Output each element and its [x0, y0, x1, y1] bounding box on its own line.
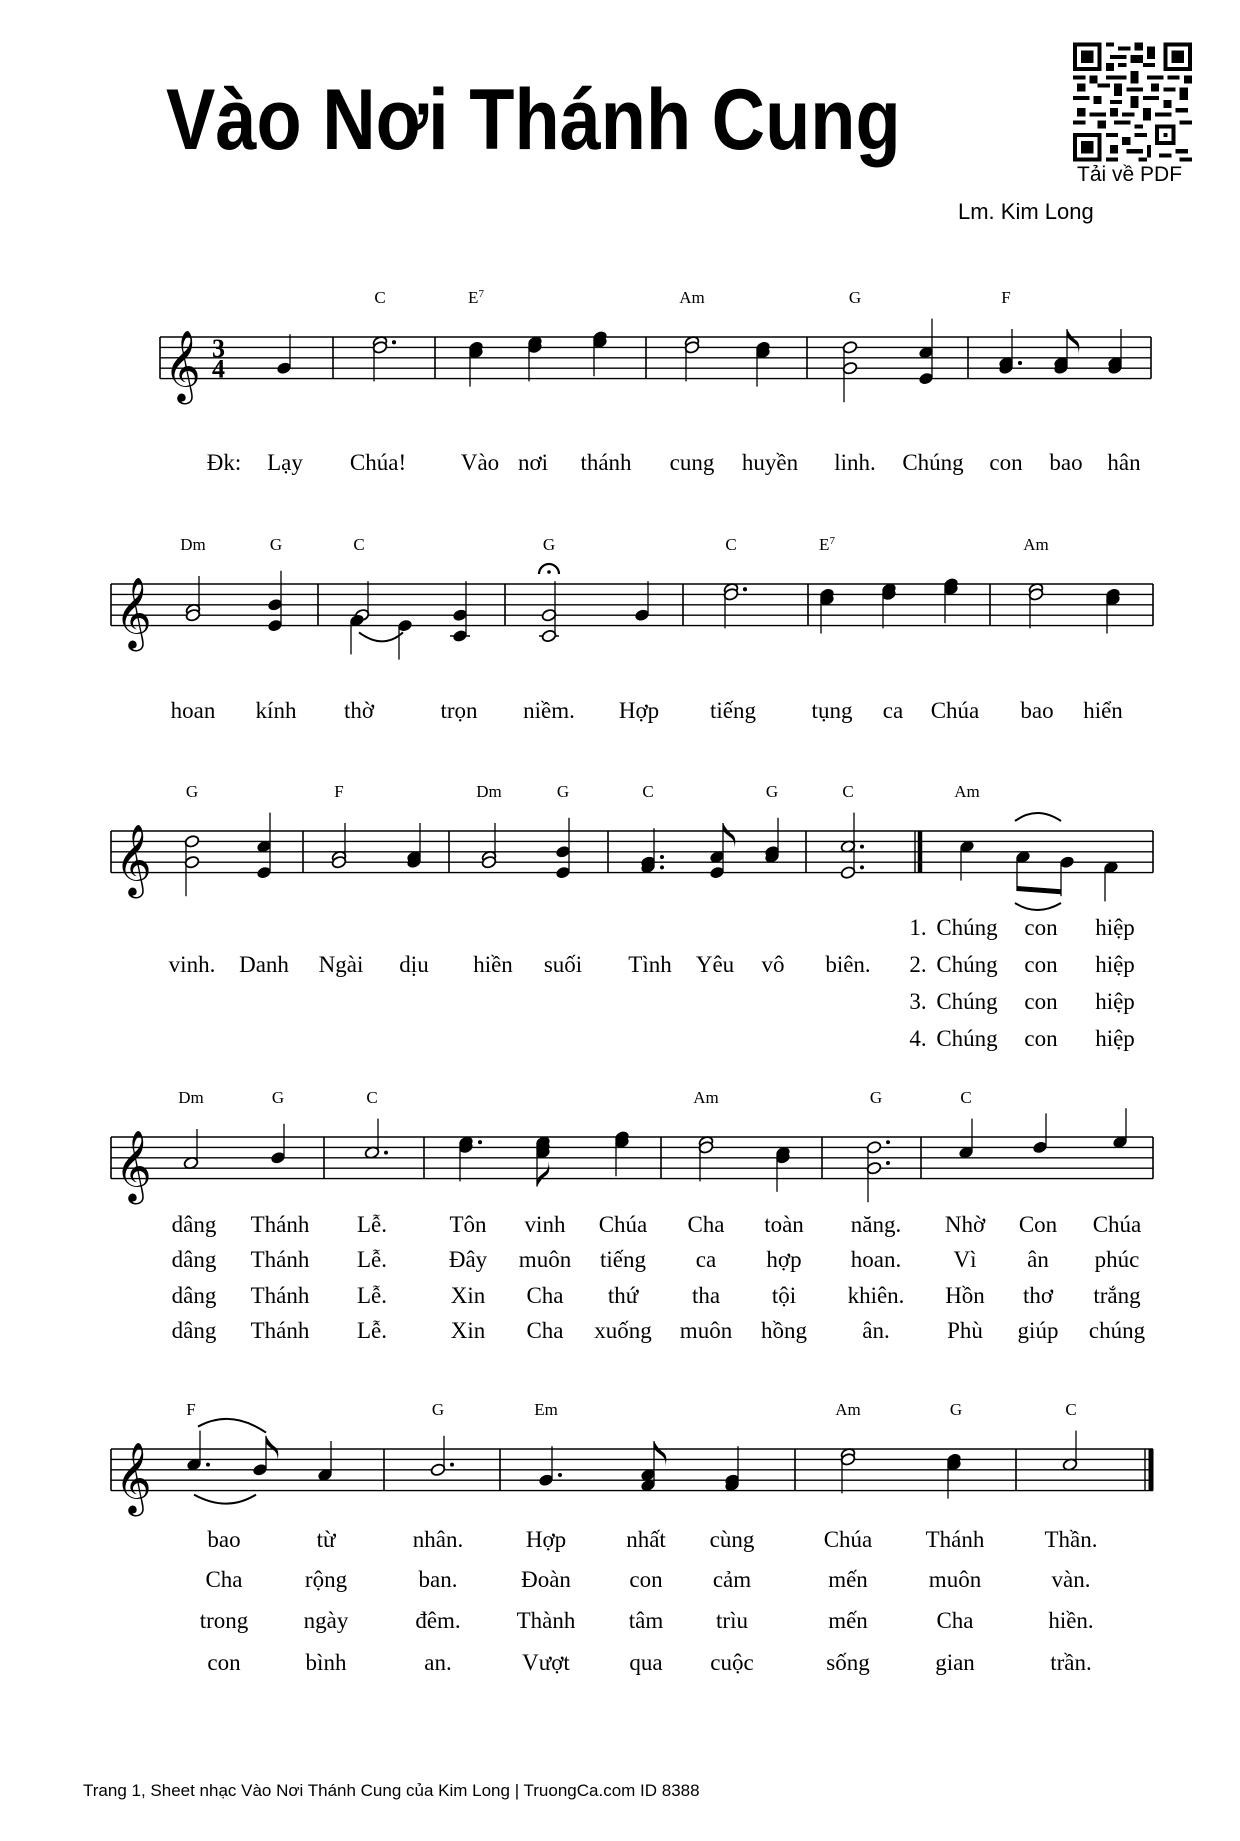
song-title: Vào Nơi Thánh Cung — [166, 72, 901, 168]
note — [270, 1124, 286, 1165]
chord-symbol: G — [556, 782, 570, 801]
lyric-word: Thánh — [250, 1212, 310, 1237]
lyric-word: an. — [424, 1650, 452, 1675]
lyric-word: muôn — [518, 1247, 572, 1272]
note — [276, 334, 292, 375]
lyric-word: Hồn — [945, 1283, 985, 1308]
note — [1107, 329, 1123, 375]
lyric-word: hiệp — [1095, 1026, 1135, 1051]
lyric-word: dâng — [171, 1212, 217, 1237]
lyric-word: Vì — [953, 1247, 977, 1272]
chord-symbol: G — [848, 288, 862, 307]
lyric-word: Chúa — [598, 1212, 648, 1237]
lyric-word: Yêu — [695, 952, 735, 977]
note — [539, 564, 559, 643]
lyric-word: 3. — [909, 989, 927, 1014]
lyric-word: 4. — [909, 1026, 927, 1051]
lyric-word: Xin — [450, 1283, 486, 1308]
lyric-word: dâng — [171, 1283, 217, 1308]
lyric-word: hiển — [1083, 698, 1123, 723]
lyric-word: tiếng — [600, 1247, 646, 1272]
lyric-word: dâng — [171, 1247, 217, 1272]
chord-symbol: Dm — [178, 1088, 204, 1107]
note — [943, 577, 959, 623]
lyric-word: mến — [828, 1567, 868, 1592]
lyric-word: cùng — [709, 1527, 755, 1552]
lyric-word: bao — [1020, 698, 1054, 723]
lyric-word: vinh — [524, 1212, 566, 1237]
page-footer: Trang 1, Sheet nhạc Vào Nơi Thánh Cung của Kim Long | TruongCa.com ID 8388 — [83, 1781, 700, 1800]
lyric-word: ca — [882, 698, 904, 723]
lyric-word: nhân. — [412, 1527, 464, 1552]
lyric-word: thánh — [580, 450, 632, 475]
chord-symbol: $E^7$ — [819, 535, 835, 554]
lyric-word: thờ — [343, 698, 375, 723]
lyric-word: Thần. — [1044, 1527, 1098, 1552]
lyric-word: Chúa — [823, 1527, 873, 1552]
lyric-word: hiệp — [1095, 952, 1135, 977]
lyric-word: Đây — [448, 1247, 488, 1272]
composer: Lm. Kim Long — [958, 199, 1094, 224]
treble-clef-icon: 𝄞 — [115, 1440, 152, 1514]
chord-symbol: C — [725, 535, 737, 554]
note — [958, 1119, 974, 1160]
lyric-word: Cha — [687, 1212, 725, 1237]
lyric-word: Cha — [526, 1318, 564, 1343]
lyric-word: thứ — [607, 1283, 639, 1308]
lyric-word: muôn — [928, 1567, 982, 1592]
lyric-word: năng. — [850, 1212, 902, 1237]
lyric-word: Thánh — [250, 1247, 310, 1272]
lyric-word: Phù — [947, 1318, 983, 1343]
lyric-word: Cha — [526, 1283, 564, 1308]
lyric-word: ân. — [862, 1318, 890, 1343]
note — [842, 340, 858, 402]
lyric-word: muôn — [679, 1318, 733, 1343]
lyric-word: suối — [543, 952, 583, 977]
lyric-word: Vượt — [522, 1650, 570, 1675]
lyric-word: giúp — [1017, 1318, 1059, 1343]
note — [1059, 855, 1075, 896]
lyric-word: hồng — [761, 1318, 807, 1343]
chord-symbol: C — [374, 288, 386, 307]
lyric-word: hiền — [473, 952, 513, 977]
note — [450, 581, 470, 643]
note — [1103, 860, 1119, 901]
lyric-word: ban. — [418, 1567, 458, 1592]
lyric-word: Vào — [460, 450, 500, 475]
lyric-word: Xin — [450, 1318, 486, 1343]
lyric-word: Lễ. — [356, 1318, 388, 1343]
lyric-word: Hợp — [525, 1527, 567, 1552]
lyric-word: bao — [207, 1527, 241, 1552]
treble-clef-icon: 𝄞 — [115, 575, 152, 649]
note — [840, 813, 864, 880]
lyric-word: 1. — [909, 915, 927, 940]
note — [183, 1129, 199, 1170]
lyric-word: đêm. — [415, 1608, 461, 1633]
lyric-word: bao — [1049, 450, 1083, 475]
lyric-word: Hợp — [618, 698, 660, 723]
lyric-word: trần. — [1050, 1650, 1092, 1675]
lyric-word: con — [1024, 989, 1058, 1014]
chord-symbol: G — [542, 535, 556, 554]
note — [317, 1441, 333, 1482]
note — [1112, 1108, 1128, 1149]
note — [959, 840, 975, 881]
note — [256, 813, 272, 880]
staff-system — [111, 1129, 1153, 1205]
chord-symbol: G — [185, 782, 199, 801]
lyric-word: nhất — [626, 1527, 666, 1552]
lyric-word: thơ — [1022, 1283, 1054, 1308]
lyric-word: Đk: — [206, 450, 242, 475]
lyric-word: dịu — [399, 952, 429, 977]
lyric-word: xuống — [594, 1318, 652, 1343]
time-signature: 3 — [212, 333, 225, 363]
note — [364, 1119, 388, 1160]
lyric-word: Lễ. — [356, 1247, 388, 1272]
chord-symbol: C — [353, 535, 365, 554]
lyric-word: hiệp — [1095, 915, 1135, 940]
lyric-word: gian — [935, 1650, 975, 1675]
lyric-word: trong — [199, 1608, 249, 1633]
lyric-word: Lễ. — [356, 1212, 388, 1237]
lyric-word: Chúa — [1092, 1212, 1142, 1237]
chord-symbol: Am — [835, 1400, 861, 1419]
lyric-word: hân — [1107, 450, 1141, 475]
lyric-word: Ngài — [318, 952, 364, 977]
chord-symbol: G — [431, 1400, 445, 1419]
lyric-word: con — [1024, 1026, 1058, 1051]
lyric-word: cuộc — [710, 1650, 754, 1675]
staff-system — [111, 823, 1153, 899]
chord-symbol: Am — [693, 1088, 719, 1107]
chord-symbol: $E^7$ — [468, 288, 484, 307]
lyric-word: ca — [695, 1247, 717, 1272]
lyric-word: hiệp — [1095, 989, 1135, 1014]
note — [184, 834, 200, 896]
note — [555, 818, 571, 880]
note — [397, 619, 413, 660]
chord-symbol: Am — [1023, 535, 1049, 554]
treble-clef-icon: 𝄞 — [115, 1128, 152, 1202]
lyric-word: bình — [305, 1650, 347, 1675]
lyric-word: tiếng — [710, 698, 756, 723]
chord-symbol: F — [334, 782, 344, 801]
chord-symbol: C — [642, 782, 654, 801]
lyric-word: hoan. — [850, 1247, 902, 1272]
lyric-word: sống — [826, 1650, 870, 1675]
lyric-word: con — [1024, 915, 1058, 940]
svg-text:4: 4 — [212, 354, 225, 384]
note — [614, 1130, 630, 1176]
chord-symbol: C — [842, 782, 854, 801]
lyric-word: tha — [691, 1283, 721, 1308]
lyric-word: Lễ. — [356, 1283, 388, 1308]
lyric-word: niềm. — [523, 698, 575, 723]
chord-symbol: G — [271, 1088, 285, 1107]
lyric-word: Đoàn — [521, 1567, 571, 1592]
staff-system — [111, 576, 1153, 652]
lyric-word: nơi — [517, 450, 549, 475]
lyric-word: Thành — [516, 1608, 576, 1633]
lyric-word: Tôn — [449, 1212, 487, 1237]
note — [918, 319, 934, 386]
chord-symbol: Am — [679, 288, 705, 307]
lyric-word: linh. — [834, 450, 876, 475]
lyric-word: Chúng — [902, 450, 964, 475]
lyric-word: kính — [255, 698, 297, 723]
lyric-word: Thánh — [250, 1283, 310, 1308]
chord-symbol: Em — [534, 1400, 558, 1419]
lyric-word: qua — [629, 1650, 663, 1675]
lyric-word: ân — [1027, 1247, 1049, 1272]
lyric-word: tâm — [628, 1608, 664, 1633]
lyric-word: cảm — [712, 1567, 752, 1592]
note — [406, 823, 422, 869]
lyric-word: cung — [669, 450, 715, 475]
lyric-word: biên. — [825, 952, 871, 977]
note — [946, 1452, 962, 1498]
note — [755, 340, 771, 386]
lyric-word: khiên. — [847, 1283, 905, 1308]
note — [592, 330, 608, 376]
lyric-word: trọn — [440, 698, 478, 723]
lyric-word: hợp — [766, 1247, 802, 1272]
lyric-word: tội — [771, 1283, 797, 1308]
treble-clef-icon: 𝄞 — [164, 328, 201, 402]
lyric-word: con — [1024, 952, 1058, 977]
lyric-word: vinh. — [168, 952, 216, 977]
lyric-word: hoan — [170, 698, 216, 723]
lyric-word: Tình — [628, 952, 672, 977]
lyric-word: Cha — [205, 1567, 243, 1592]
lyric-word: rộng — [304, 1567, 348, 1592]
lyric-word: toàn — [764, 1212, 804, 1237]
lyric-word: mến — [828, 1608, 868, 1633]
chord-symbol: C — [1065, 1400, 1077, 1419]
lyric-word: Nhờ — [944, 1212, 986, 1237]
note — [185, 576, 201, 622]
chord-symbol: G — [869, 1088, 883, 1107]
chord-symbol: F — [186, 1400, 196, 1419]
note — [481, 823, 497, 869]
lyric-word: vàn. — [1051, 1567, 1091, 1592]
lyric-word: trắng — [1093, 1283, 1141, 1308]
lyric-word: huyền — [741, 450, 799, 475]
chord-symbol: C — [366, 1088, 378, 1107]
lyric-word: tụng — [811, 698, 853, 723]
lyric-word: Danh — [239, 952, 289, 977]
note — [634, 581, 650, 622]
chord-symbol: G — [269, 535, 283, 554]
note — [1062, 1431, 1078, 1472]
note — [331, 823, 347, 869]
lyric-word: dâng — [171, 1318, 217, 1343]
lyric-word: trìu — [716, 1608, 748, 1633]
lyric-word: con — [989, 450, 1023, 475]
treble-clef-icon: 𝄞 — [115, 822, 152, 896]
note — [866, 1140, 890, 1202]
lyric-word: phúc — [1094, 1247, 1140, 1272]
lyric-word: Chúng — [936, 989, 998, 1014]
chord-symbol: Am — [954, 782, 980, 801]
lyric-word: vô — [761, 952, 785, 977]
lyric-word: Cha — [936, 1608, 974, 1633]
lyric-word: ngày — [303, 1608, 349, 1633]
note — [1032, 1113, 1048, 1154]
lyric-word: Chúng — [936, 1026, 998, 1051]
lyric-word: con — [207, 1650, 241, 1675]
chord-symbol: F — [1001, 288, 1011, 307]
lyric-word: 2. — [909, 952, 927, 977]
lyric-word: Thánh — [250, 1318, 310, 1343]
lyric-word: Chúng — [936, 952, 998, 977]
lyric-word: Lạy — [267, 450, 303, 475]
lyric-word: hiền. — [1048, 1608, 1094, 1633]
note — [349, 613, 403, 654]
chord-symbol: Dm — [476, 782, 502, 801]
lyric-word: Chúa — [930, 698, 980, 723]
note — [430, 1436, 454, 1477]
lyric-word: từ — [316, 1527, 336, 1552]
note — [1105, 587, 1121, 633]
staff-system — [111, 1441, 1153, 1517]
lyric-word: chúng — [1088, 1318, 1146, 1343]
chord-symbol: C — [960, 1088, 972, 1107]
chord-symbol: G — [765, 782, 779, 801]
note — [819, 587, 835, 633]
note — [538, 1446, 562, 1487]
note — [267, 571, 283, 633]
download-pdf-link[interactable]: Tải về PDF — [1077, 163, 1183, 186]
note — [252, 1436, 278, 1477]
lyric-word: con — [629, 1567, 663, 1592]
lyric-word: Con — [1018, 1212, 1058, 1237]
lyric-word: Chúa! — [349, 450, 407, 475]
lyric-word: Thánh — [925, 1527, 985, 1552]
note — [468, 340, 484, 386]
chord-symbol: G — [949, 1400, 963, 1419]
chord-symbol: Dm — [180, 535, 206, 554]
lyric-word: Chúng — [936, 915, 998, 940]
